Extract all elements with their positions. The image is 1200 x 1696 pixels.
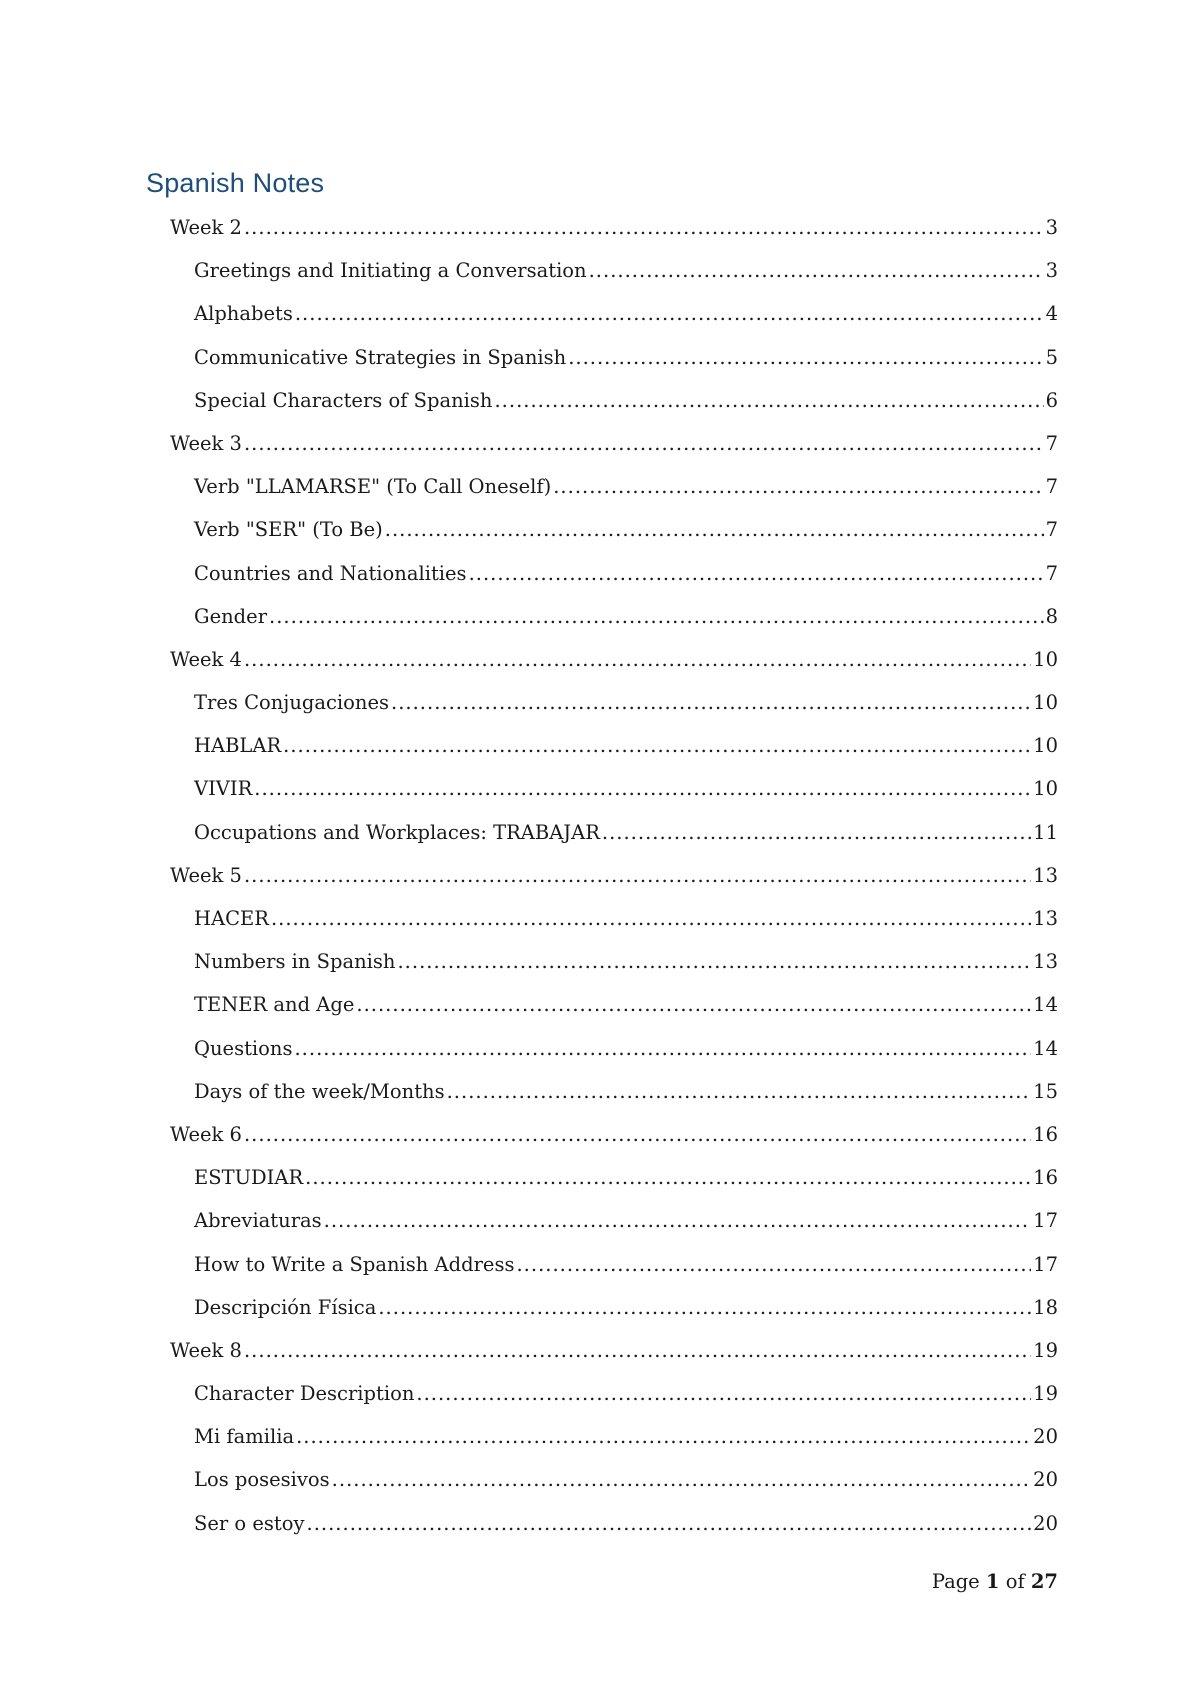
toc-entry-page-number: 15 xyxy=(1033,1079,1058,1103)
toc-subsection-entry[interactable] xyxy=(146,292,1058,335)
table-of-contents xyxy=(146,206,1058,1545)
toc-subsection-entry[interactable] xyxy=(146,465,1058,508)
toc-entry-label: Week 4 xyxy=(170,647,242,671)
page-number-footer xyxy=(932,1570,1058,1593)
toc-entry-label: HABLAR xyxy=(194,734,282,758)
toc-entry-page-number: 13 xyxy=(1033,907,1058,930)
toc-entry-page-number: 20 xyxy=(1033,1468,1058,1492)
toc-entry-label: Descripción Física xyxy=(194,1295,377,1319)
toc-dot-leader xyxy=(589,249,1044,292)
footer-current-page: 1 xyxy=(985,1570,1000,1593)
toc-entry-label: Questions xyxy=(194,1036,293,1060)
toc-dot-leader xyxy=(332,1458,1032,1501)
toc-dot-leader xyxy=(269,595,1044,638)
toc-dot-leader xyxy=(385,508,1044,551)
toc-entry-page-number: 6 xyxy=(1045,388,1058,412)
toc-entry-label: Week 3 xyxy=(170,431,242,455)
toc-entry-page-number: 19 xyxy=(1033,1338,1058,1362)
toc-subsection-entry[interactable] xyxy=(146,940,1058,983)
toc-entry-label: Alphabets xyxy=(194,302,293,326)
toc-entry-label: Week 6 xyxy=(170,1122,242,1146)
toc-entry-page-number: 20 xyxy=(1033,1511,1058,1535)
toc-entry-page-number: 10 xyxy=(1033,647,1058,671)
toc-section-entry[interactable] xyxy=(146,206,1058,249)
toc-subsection-entry[interactable] xyxy=(146,1243,1058,1286)
toc-dot-leader xyxy=(305,1156,1031,1199)
toc-entry-label: VIVIR xyxy=(194,777,253,801)
toc-subsection-entry[interactable] xyxy=(146,767,1058,810)
toc-dot-leader xyxy=(469,552,1044,595)
toc-entry-page-number: 3 xyxy=(1045,216,1058,239)
toc-subsection-entry[interactable] xyxy=(146,811,1058,854)
toc-entry-page-number: 16 xyxy=(1033,1166,1058,1190)
toc-entry-label: TENER and Age xyxy=(194,993,355,1017)
toc-subsection-entry[interactable] xyxy=(146,1156,1058,1199)
toc-dot-leader xyxy=(397,940,1031,983)
toc-dot-leader xyxy=(295,292,1044,335)
toc-entry-label: Communicative Strategies in Spanish xyxy=(194,345,567,369)
toc-entry-label: How to Write a Spanish Address xyxy=(194,1252,515,1276)
toc-dot-leader xyxy=(416,1372,1031,1415)
toc-entry-page-number: 13 xyxy=(1033,863,1058,887)
toc-title: Spanish Notes xyxy=(146,168,325,198)
toc-entry-label: Numbers in Spanish xyxy=(194,950,396,974)
toc-entry-label: Special Characters of Spanish xyxy=(194,388,493,412)
toc-dot-leader xyxy=(244,1113,1031,1156)
toc-entry-page-number: 5 xyxy=(1045,345,1058,369)
toc-dot-leader xyxy=(494,379,1043,422)
toc-entry-label: Week 5 xyxy=(170,863,242,887)
toc-entry-label: Mi familia xyxy=(194,1425,295,1449)
toc-entry-page-number: 19 xyxy=(1033,1382,1058,1406)
toc-entry-page-number: 14 xyxy=(1033,1036,1058,1060)
toc-section-entry[interactable] xyxy=(146,854,1058,897)
toc-entry-page-number: 8 xyxy=(1045,604,1058,628)
toc-dot-leader xyxy=(244,854,1031,897)
toc-entry-label: Abreviaturas xyxy=(194,1209,322,1233)
toc-subsection-entry[interactable] xyxy=(146,983,1058,1026)
toc-entry-page-number: 10 xyxy=(1033,777,1058,801)
toc-subsection-entry[interactable] xyxy=(146,1199,1058,1242)
toc-dot-leader xyxy=(244,206,1044,249)
footer-prefix: Page xyxy=(931,1570,986,1593)
toc-entry-label: Greetings and Initiating a Conversation xyxy=(194,259,587,283)
toc-entry-label: Character Description xyxy=(194,1382,415,1406)
toc-entry-page-number: 14 xyxy=(1033,993,1058,1017)
toc-subsection-entry[interactable] xyxy=(146,897,1058,940)
toc-subsection-entry[interactable] xyxy=(146,1372,1058,1415)
toc-dot-leader xyxy=(356,983,1031,1026)
toc-subsection-entry[interactable] xyxy=(146,1415,1058,1458)
toc-subsection-entry[interactable] xyxy=(146,336,1058,379)
toc-entry-label: Days of the week/Months xyxy=(194,1079,445,1103)
toc-entry-label: Countries and Nationalities xyxy=(194,561,467,585)
toc-dot-leader xyxy=(324,1199,1032,1242)
toc-subsection-entry[interactable] xyxy=(146,595,1058,638)
toc-subsection-entry[interactable] xyxy=(146,724,1058,767)
toc-entry-label: ESTUDIAR xyxy=(194,1166,304,1190)
toc-section-entry[interactable] xyxy=(146,1329,1058,1372)
toc-subsection-entry[interactable] xyxy=(146,1286,1058,1329)
toc-entry-page-number: 7 xyxy=(1045,561,1058,585)
toc-entry-label: Tres Conjugaciones xyxy=(194,691,390,715)
toc-dot-leader xyxy=(294,1027,1031,1070)
toc-dot-leader xyxy=(307,1502,1032,1545)
toc-dot-leader xyxy=(553,465,1043,508)
toc-subsection-entry[interactable] xyxy=(146,379,1058,422)
toc-entry-label: HACER xyxy=(194,907,269,930)
toc-entry-page-number: 17 xyxy=(1033,1209,1058,1233)
toc-entry-page-number: 7 xyxy=(1045,518,1058,542)
toc-subsection-entry[interactable] xyxy=(146,249,1058,292)
toc-section-entry[interactable] xyxy=(146,1113,1058,1156)
toc-dot-leader xyxy=(447,1070,1032,1113)
toc-subsection-entry[interactable] xyxy=(146,508,1058,551)
toc-dot-leader xyxy=(602,811,1031,854)
toc-section-entry[interactable] xyxy=(146,638,1058,681)
toc-entry-label: Gender xyxy=(194,604,268,628)
toc-dot-leader xyxy=(244,1329,1031,1372)
toc-dot-leader xyxy=(296,1415,1031,1458)
toc-entry-label: Los posesivos xyxy=(194,1468,330,1492)
toc-dot-leader xyxy=(244,638,1031,681)
toc-subsection-entry[interactable] xyxy=(146,1502,1058,1545)
toc-entry-label: Verb "LLAMARSE" (To Call Oneself) xyxy=(194,475,552,499)
toc-dot-leader xyxy=(271,897,1031,940)
toc-dot-leader xyxy=(254,767,1031,810)
toc-entry-page-number: 11 xyxy=(1033,820,1058,844)
toc-dot-leader xyxy=(244,422,1044,465)
toc-entry-page-number: 7 xyxy=(1045,431,1058,455)
toc-entry-page-number: 18 xyxy=(1033,1295,1058,1319)
toc-entry-label: Verb "SER" (To Be) xyxy=(194,518,383,542)
toc-dot-leader xyxy=(391,681,1031,724)
toc-entry-page-number: 10 xyxy=(1033,734,1058,758)
toc-entry-page-number: 7 xyxy=(1045,475,1058,499)
toc-entry-page-number: 3 xyxy=(1045,259,1058,283)
toc-subsection-entry[interactable] xyxy=(146,552,1058,595)
toc-subsection-entry[interactable] xyxy=(146,1070,1058,1113)
toc-entry-page-number: 10 xyxy=(1033,691,1058,715)
toc-entry-page-number: 20 xyxy=(1033,1425,1058,1449)
footer-total-pages: 27 xyxy=(1030,1570,1058,1593)
toc-entry-label: Week 2 xyxy=(170,216,242,239)
toc-dot-leader xyxy=(516,1243,1031,1286)
toc-subsection-entry[interactable] xyxy=(146,1027,1058,1070)
footer-middle: of xyxy=(999,1570,1031,1593)
toc-dot-leader xyxy=(283,724,1031,767)
toc-entry-page-number: 16 xyxy=(1033,1122,1058,1146)
toc-subsection-entry[interactable] xyxy=(146,681,1058,724)
toc-dot-leader xyxy=(378,1286,1031,1329)
toc-entry-label: Occupations and Workplaces: TRABAJAR xyxy=(194,820,600,844)
toc-section-entry[interactable] xyxy=(146,422,1058,465)
toc-entry-label: Week 8 xyxy=(170,1338,242,1362)
toc-entry-page-number: 17 xyxy=(1033,1252,1058,1276)
toc-dot-leader xyxy=(568,336,1043,379)
toc-entry-page-number: 4 xyxy=(1045,302,1058,326)
toc-entry-label: Ser o estoy xyxy=(194,1511,305,1535)
toc-subsection-entry[interactable] xyxy=(146,1458,1058,1501)
toc-entry-page-number: 13 xyxy=(1033,950,1058,974)
